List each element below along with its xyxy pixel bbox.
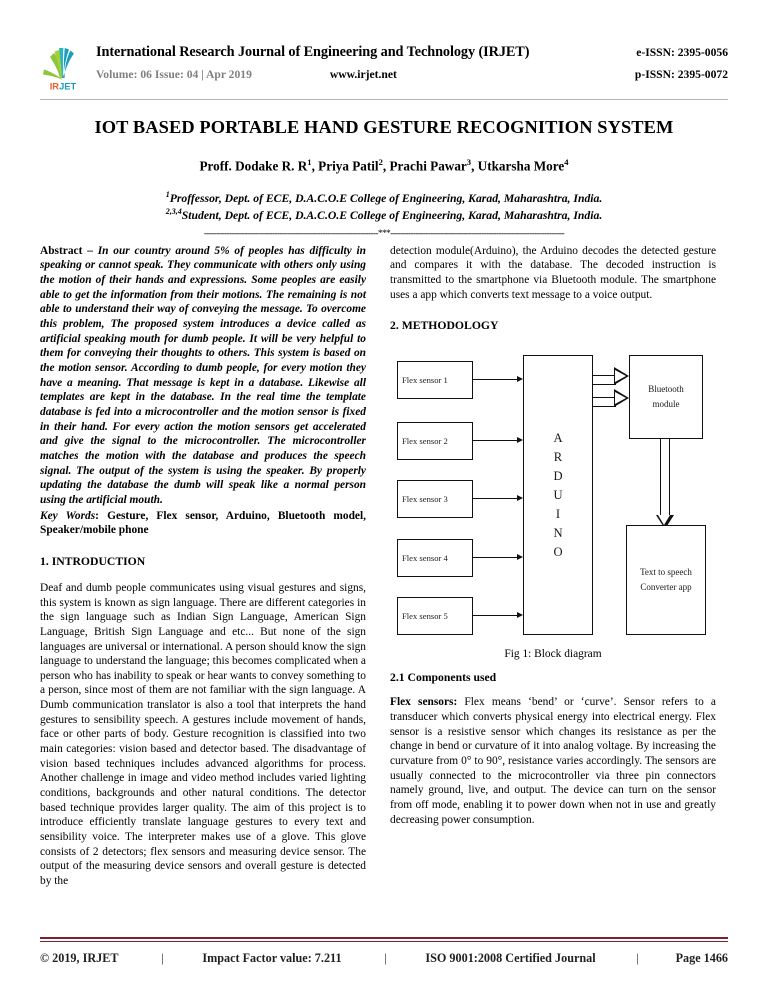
figure-block-diagram bbox=[390, 348, 716, 660]
flex-sensors-paragraph bbox=[390, 695, 716, 827]
diagram-box-flex-sensor-4: Flex sensor 4 bbox=[397, 539, 473, 577]
footer-rule-thick bbox=[40, 937, 728, 939]
irjet-logo bbox=[40, 42, 86, 92]
diagram-box-flex-sensor-1: Flex sensor 1 bbox=[397, 361, 473, 399]
affiliation-2: $^{2,3,4}$Student, Dept. of ECE, D.A.C.O.E College of Engineering, Karad, Maharashtra, India. bbox=[165, 207, 603, 222]
header-divider bbox=[40, 99, 728, 100]
arduino-letter-i: I bbox=[555, 507, 561, 522]
journal-masthead bbox=[40, 0, 728, 92]
footer-divider-3: | bbox=[636, 951, 639, 965]
section-separator: ---------------------------------------------------------------------***--------------------------------------------------------------------- bbox=[203, 228, 565, 239]
arduino-letter-a: A bbox=[553, 431, 563, 446]
figure-caption: Fig 1: Block diagram bbox=[504, 648, 602, 661]
keywords-text: : Gesture, Flex sensor, Arduino, Bluetooth model, Speaker/mobile phone bbox=[40, 509, 366, 537]
connector-line-sensor-1 bbox=[473, 379, 517, 380]
right-column bbox=[390, 244, 716, 889]
heading-components-used: 2.1 Components used bbox=[390, 671, 497, 685]
p-issn: p-ISSN: 2395-0072 bbox=[634, 68, 728, 81]
e-issn: e-ISSN: 2395-0056 bbox=[636, 46, 728, 59]
diagram-box-bluetooth-module bbox=[629, 355, 703, 439]
author-list: Proff. Dodake R. $R^1$, Priya Patil$^2$, Prachi Pawar$^3$, Utkarsha More$^4$ bbox=[199, 157, 569, 174]
footer-iso-certification: ISO 9001:2008 Certified Journal bbox=[425, 951, 596, 965]
volume-issue-line: Volume: 06 Issue: 04 | Apr 2019 bbox=[96, 68, 252, 81]
diagram-box-arduino bbox=[523, 355, 593, 635]
flex-sensors-text: Flex means ‘bend’ or ‘curve’. Sensor refers to a transducer which converts physical energy into electrical energy. Flex sensor is a resistive sensor which changes its resistance as per the change in bend or curvature of it into analog voltage. By increasing the curvature from 0° to 90°, resistance varies accordingly. The sensors are usually connected to the microcontroller via three pin connectors namely ground, live, and output. The device can turn on the sensor from off mode, enabling it to power down when not in use and greatly decreasing power consumption. bbox=[390, 696, 716, 826]
diagram-box-flex-sensor-2: Flex sensor 2 bbox=[397, 422, 473, 460]
arduino-letter-u: U bbox=[553, 488, 563, 503]
arduino-letter-o: O bbox=[553, 545, 563, 559]
footer-page-number: Page 1466 bbox=[675, 951, 729, 965]
bluetooth-label-line1: Bluetooth bbox=[648, 383, 684, 394]
footer-divider-1: | bbox=[161, 951, 164, 965]
footer-row bbox=[40, 942, 728, 966]
abstract-paragraph bbox=[40, 244, 366, 508]
footer-divider-2: | bbox=[384, 951, 387, 965]
affiliation-1: $^1$Proffessor, Dept. of ECE, D.A.C.O.E College of Engineering, Karad, Maharashtra, India. bbox=[165, 190, 603, 206]
abstract-label: Abstract – bbox=[40, 244, 98, 257]
bluetooth-label-line2: module bbox=[652, 399, 680, 410]
left-column bbox=[40, 244, 366, 889]
diagram-box-flex-sensor-5: Flex sensor 5 bbox=[397, 597, 473, 635]
heading-introduction: 1. INTRODUCTION bbox=[40, 554, 146, 568]
masthead-text bbox=[96, 42, 728, 81]
journal-title: International Research Journal of Engineering and Technology (IRJET) bbox=[96, 44, 530, 60]
introduction-text: Deaf and dumb people communicates using visual gestures and signs, this system is known as sign language. There are different categories in the sign language such as Indian Sign Language, American Sign Language, British Sign Language and etc... But none of the sign languages are universal or international. A person should know the sign language to understand the language; this becomes complicated when a person who has inability to speak or hear wants to convey something to a person, since most of them are not familiar with the sign language. A Dumb communication translator is also a tool that interprets the hand gestures to sensibility speech. A gestures include movement of hands, face or other parts of body. Gesture recognition is classified into two main categories: vision based and detector based. The disadvantage of vision based techniques includes advanced algorithms for process. Another challenge in image and video method includes varied lighting conditions, backgrounds and other natural conditions. The detector based technique provides larger quality. The aim of this project is to introduce efficiently translate language gestures to every text and sensibility voice. The interpreter makes use of a glove. This glove consists of 2 detectors; flex sensors and measuring device sensor. The output of the measuring device sensors and overall gesture is detected by the bbox=[40, 581, 366, 888]
tts-label-line1: Text to speech bbox=[640, 566, 692, 577]
page-footer bbox=[40, 937, 728, 966]
irjet-logo-icon bbox=[40, 42, 86, 92]
two-column-body bbox=[40, 244, 728, 889]
arduino-letter-n: N bbox=[553, 526, 563, 541]
svg-text:IRJET: IRJET bbox=[49, 80, 77, 92]
tts-label-line2: Converter app bbox=[640, 582, 692, 593]
arduino-letter-d: D bbox=[553, 469, 563, 484]
introduction-continued: detection module(Arduino), the Arduino decodes the detected gesture and compares it with the database. The decoded instruction is transmitted to the smartphone via Bluetooth module. The smartphone uses a app which converts text message to a voice output. bbox=[390, 244, 716, 301]
keywords-paragraph bbox=[40, 509, 366, 538]
footer-copyright: © 2019, IRJET bbox=[40, 951, 119, 965]
page-title: IOT BASED PORTABLE HAND GESTURE RECOGNITION SYSTEM bbox=[94, 117, 674, 137]
heading-methodology: 2. METHODOLOGY bbox=[390, 319, 499, 333]
footer-impact-factor: Impact Factor value: 7.211 bbox=[202, 951, 342, 965]
connector-line-sensor-4 bbox=[473, 557, 517, 558]
block-diagram-canvas bbox=[390, 348, 718, 642]
connector-line-sensor-5 bbox=[473, 615, 517, 616]
flex-sensors-label: Flex sensors: bbox=[390, 696, 458, 709]
diagram-box-flex-sensor-3: Flex sensor 3 bbox=[397, 480, 473, 518]
keywords-label: Key Words bbox=[40, 509, 96, 522]
abstract-text: In our country around 5% of peoples has difficulty in speaking or cannot speak. They communicate with others only using the motion of their hands and expressions. Some peoples are easily able to get the information from their motions. The remaining is not able to understand their way of conveying the message. To overcome this problem, The proposed system introduces a device called as artificial speaking mouth for dumb people. It will be very helpful to them for conveying their thoughts to others. This system is based on the motion sensor. According to dumb people, for every motion they have a meaning. That message is kept in a database. Likewise all templates are kept in the database. In the real time the template database is fed into a microcontroller and the motion sensor is fixed in their hand. For every action the motion sensors get accelerated and give the signal to the microcontroller. The microcontroller matches the motion with the database and produces the speech signal. The output of the system is using the speaker. By properly updating the database the dumb will speak like a normal person using the artificial mouth. bbox=[40, 244, 366, 506]
journal-website[interactable]: www.irjet.net bbox=[329, 68, 397, 81]
connector-line-sensor-3 bbox=[473, 498, 517, 499]
connector-line-sensor-2 bbox=[473, 440, 517, 441]
diagram-box-text-to-speech bbox=[626, 525, 706, 635]
arduino-letter-r: R bbox=[553, 450, 563, 465]
